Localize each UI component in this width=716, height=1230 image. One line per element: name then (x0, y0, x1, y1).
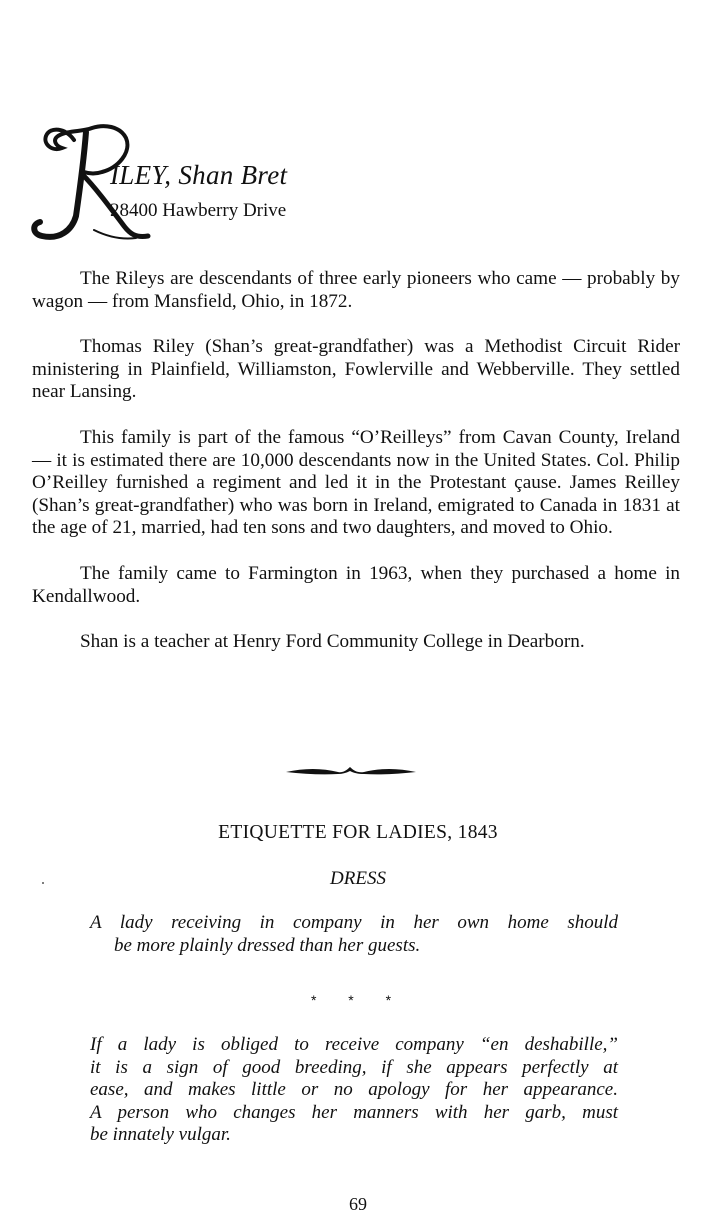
quote-line: be innately vulgar. (90, 1124, 231, 1145)
entry-surname: ILEY, (110, 160, 172, 190)
separator-stars: * * * (310, 992, 406, 1008)
entry-address: 28400 Hawberry Drive (110, 200, 287, 221)
quote-line: A person who changes her manners with her garb, must (90, 1101, 618, 1123)
section-title-text: ETIQUETTE FOR LADIES, 1843 (218, 822, 498, 843)
section-subhead: DRESS (330, 868, 386, 889)
quote-line: A lady receiving in company in her own home should (90, 912, 618, 933)
decorative-swash-divider-icon (284, 762, 418, 782)
quote-line: ease, and makes little or no apology for her appearance. (90, 1079, 618, 1100)
paragraph: The family came to Farmington in 1963, when they purchased a home in Kendallwood. (32, 562, 680, 607)
quote-line: it is a sign of good breeding, if she appears perfectly at (90, 1056, 618, 1078)
paragraph: This family is part of the famous “O’Reilleys” from Cavan County, Ireland — it is estimated there are 10,000 descendants now in the United States. Col. Philip O’Reilley furnished a regiment and led it in the Protestant çause. James Reilley (Shan’s great-grandfather) who was born in Ireland, emigrated to Canada in 1831 at the age of 21, married, had ten sons and two daughters, and moved to Ohio. (32, 426, 680, 539)
section-title (0, 822, 716, 844)
quote-line: be more plainly dressed than her guests. (114, 934, 421, 956)
page-number: 69 (349, 1194, 367, 1214)
paragraph: Shan is a teacher at Henry Ford Community College in Dearborn. (80, 631, 585, 653)
entry-given-name: Shan Bret (178, 160, 288, 190)
entry-name (110, 160, 287, 191)
quote-line: If a lady is obliged to receive company “en deshabille,” (90, 1034, 618, 1055)
etiquette-quote (90, 1034, 618, 1147)
paragraph: Thomas Riley (Shan’s great-grandfather) was a Methodist Circuit Rider ministering in Plainfield, Williamston, Fowlerville and Webberville. They settled near Lansing. (32, 336, 680, 403)
biography-text (32, 268, 680, 677)
paragraph: The Rileys are descendants of three early pioneers who came — probably by wagon — from Mansfield, Ohio, in 1872. (32, 268, 680, 312)
etiquette-quote (90, 912, 618, 957)
